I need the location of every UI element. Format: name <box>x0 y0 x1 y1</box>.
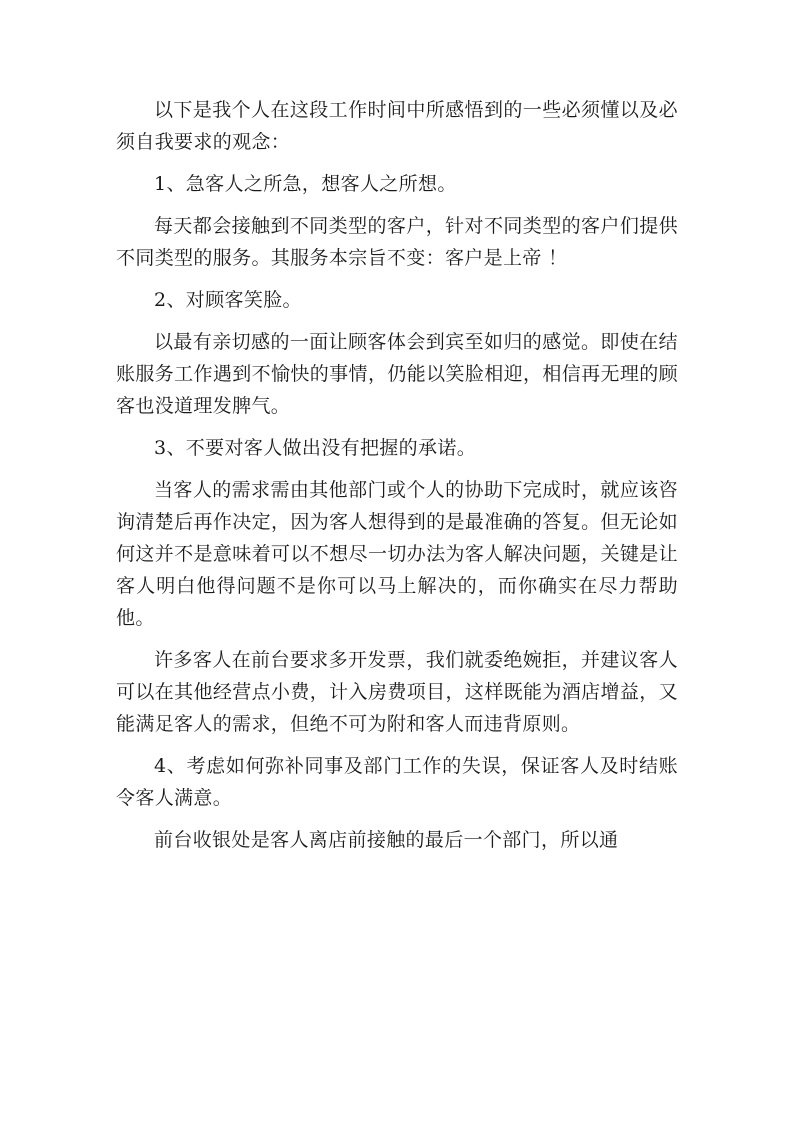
heading-point-3: 3、不要对客人做出没有把握的承诺。 <box>154 437 477 459</box>
heading-point-1: 1、急客人之所急，想客人之所想。 <box>154 173 457 195</box>
paragraph-point-2: 以最有亲切感的一面让顾客体会到宾至如归的感觉。即使在结账服务工作遇到不愉快的事情，仍能以笑脸相迎，相信再无理的顾客也没道理发脾气。 <box>116 331 678 417</box>
paragraph-point-3a: 当客人的需求需由其他部门或个人的协助下完成时，就应该咨询清楚后再作决定，因为客人想得到的是最准确的答复。但无论如何这并不是意味着可以不想尽一切办法为客人解决问题，关键是让客人明白他得问题不是你可以马上解决的，而你确实在尽力帮助他。 <box>116 479 678 629</box>
paragraph-point-4: 前台收银处是客人离店前接触的最后一个部门，所以通 <box>154 829 619 851</box>
paragraph-point-3b: 许多客人在前台要求多开发票，我们就委绝婉拒，并建议客人可以在其他经营点小费，计入房费项目，这样既能为酒店增益，又能满足客人的需求，但绝不可为附和客人而违背原则。 <box>116 649 678 735</box>
heading-point-2: 2、对顾客笑脸。 <box>154 289 302 311</box>
paragraph-point-1: 每天都会接触到不同类型的客户，针对不同类型的客户们提供不同类型的服务。其服务本宗旨不变：客户是上帝 ！ <box>116 215 678 269</box>
paragraph-intro: 以下是我个人在这段工作时间中所感悟到的一些必须懂以及必须自我要求的观念： <box>116 99 678 153</box>
document-body <box>116 94 678 866</box>
heading-point-4: 4、考虑如何弥补同事及部门工作的失误，保证客人及时结账令客人满意。 <box>116 755 678 809</box>
